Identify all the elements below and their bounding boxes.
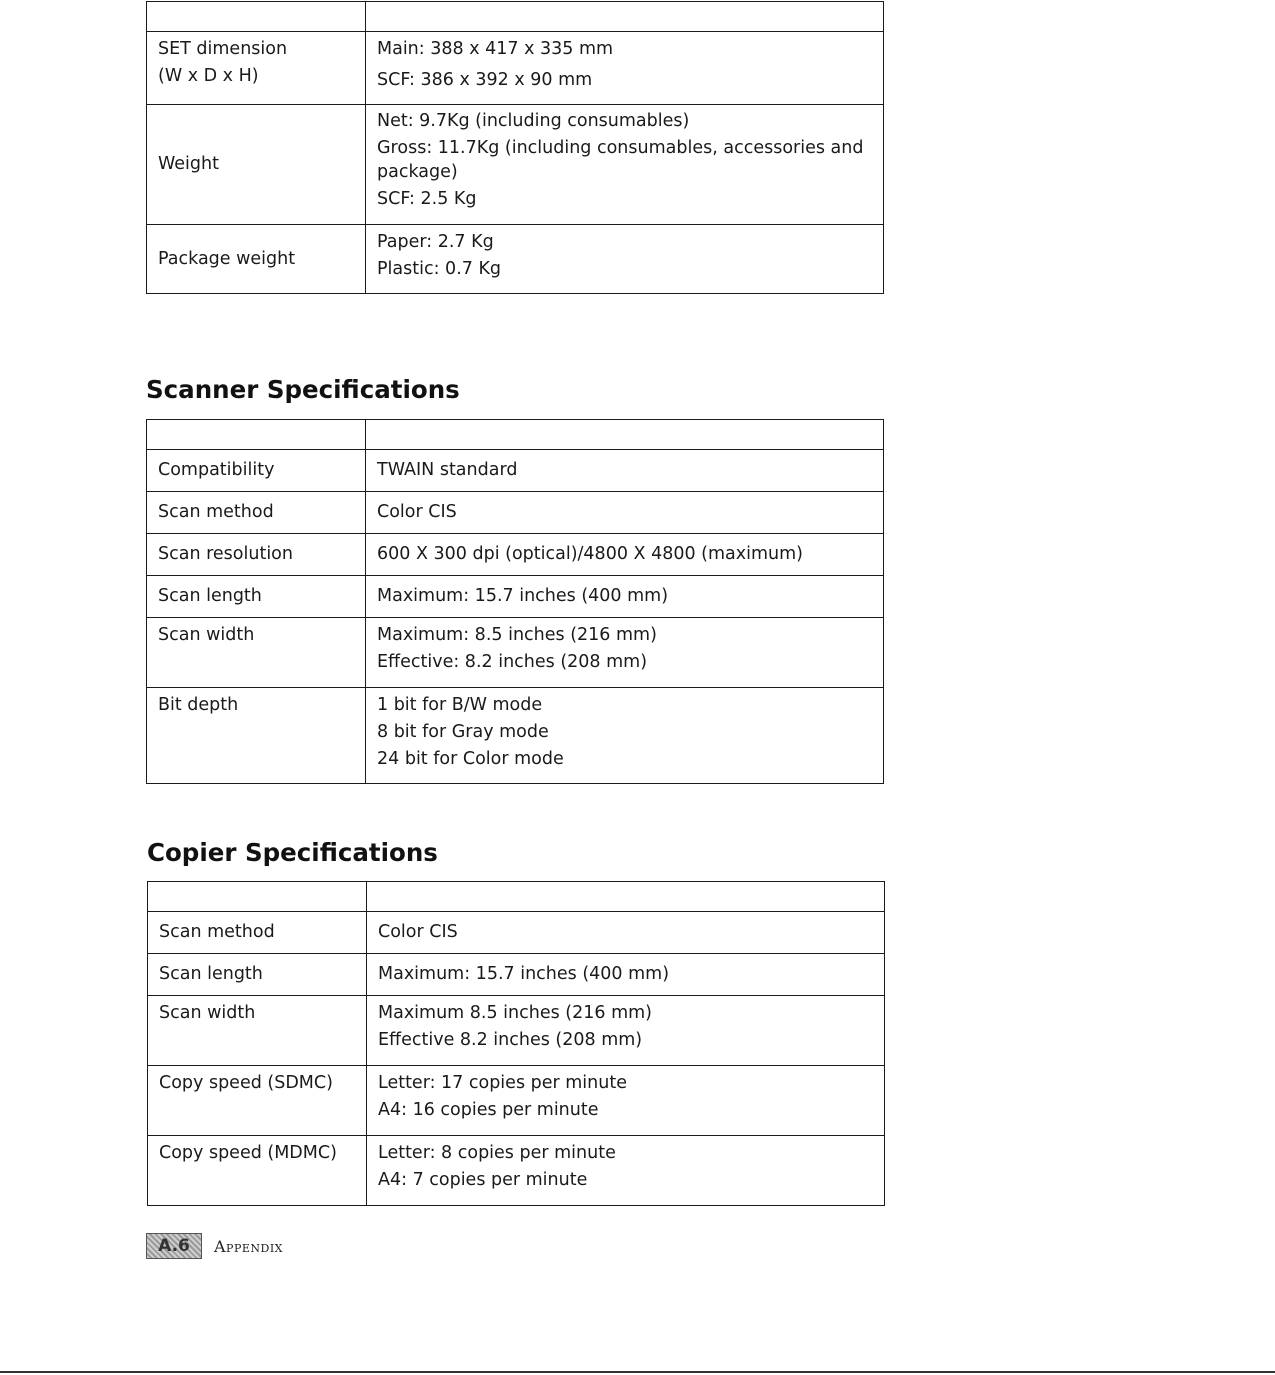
- item-text: Package weight: [158, 248, 296, 269]
- item-cell: [147, 32, 366, 105]
- description-cell: TWAIN standard: [366, 450, 884, 492]
- description-cell: [366, 688, 884, 784]
- item-cell: [147, 105, 366, 225]
- item-text: Scan width: [158, 625, 255, 645]
- header-description-cell: [366, 420, 884, 450]
- description-cell: Maximum: 15.7 inches (400 mm): [367, 954, 885, 996]
- description-text: Maximum 8.5 inches (216 mm): [378, 1003, 653, 1023]
- page-footer: [146, 1233, 283, 1259]
- item-text: Weight: [158, 154, 219, 174]
- item-text: (W x D x H): [158, 66, 259, 86]
- description-cell: [366, 105, 884, 225]
- table-header-row: [148, 882, 885, 912]
- item-text: Scan width: [159, 1003, 256, 1023]
- general-spec-table: [146, 1, 884, 294]
- copier-spec-table: [147, 881, 885, 1206]
- header-item-cell: [148, 882, 367, 912]
- description-text: Plastic: 0.7 Kg: [377, 259, 502, 279]
- table-row: [147, 618, 884, 688]
- description-text: Main: 388 x 417 x 335 mm: [377, 39, 614, 59]
- table-row: [148, 996, 885, 1066]
- description-text: Effective 8.2 inches (208 mm): [378, 1030, 643, 1050]
- description-text: A4: 16 copies per minute: [378, 1100, 599, 1120]
- header-item-cell: [147, 420, 366, 450]
- description-text: Paper: 2.7 Kg: [377, 232, 494, 252]
- item-cell: Compatibility: [147, 450, 366, 492]
- description-text: Maximum: 8.5 inches (216 mm): [377, 625, 657, 645]
- item-text: Bit depth: [158, 695, 239, 715]
- description-cell: Color CIS: [366, 492, 884, 534]
- item-cell: [148, 1066, 367, 1136]
- table-row: [147, 32, 884, 105]
- description-text: Gross: 11.7Kg (including consumables, accessories and package): [377, 138, 864, 182]
- table-row: [148, 1136, 885, 1206]
- item-cell: [147, 225, 366, 294]
- description-text: 8 bit for Gray mode: [377, 722, 549, 742]
- table-row: [147, 450, 884, 492]
- item-cell: Scan length: [148, 954, 367, 996]
- header-description-cell: [366, 2, 884, 32]
- footer-section-label: Appendix: [214, 1236, 284, 1256]
- description-cell: 600 X 300 dpi (optical)/4800 X 4800 (maximum): [366, 534, 884, 576]
- copier-section-title: Copier Specifications: [147, 838, 438, 867]
- item-cell: Scan method: [148, 912, 367, 954]
- description-text: Effective: 8.2 inches (208 mm): [377, 652, 648, 672]
- description-cell: [367, 996, 885, 1066]
- description-text: Letter: 17 copies per minute: [378, 1073, 627, 1093]
- description-text: A4: 7 copies per minute: [378, 1170, 588, 1190]
- bottom-divider: [0, 1371, 1275, 1373]
- item-cell: Scan method: [147, 492, 366, 534]
- item-text: Copy speed (MDMC): [159, 1143, 337, 1163]
- description-text: SCF: 386 x 392 x 90 mm: [377, 70, 593, 90]
- description-text: 24 bit for Color mode: [377, 749, 564, 769]
- description-text: SCF: 2.5 Kg: [377, 189, 477, 209]
- table-row: [147, 576, 884, 618]
- table-row: [148, 954, 885, 996]
- description-text: Net: 9.7Kg (including consumables): [377, 111, 690, 131]
- description-cell: Maximum: 15.7 inches (400 mm): [366, 576, 884, 618]
- description-text: Letter: 8 copies per minute: [378, 1143, 616, 1163]
- item-cell: [148, 996, 367, 1066]
- table-header-row: [147, 420, 884, 450]
- header-item-cell: [147, 2, 366, 32]
- table-row: [147, 534, 884, 576]
- item-cell: Scan length: [147, 576, 366, 618]
- table-row: [147, 492, 884, 534]
- header-description-cell: [367, 882, 885, 912]
- item-cell: [148, 1136, 367, 1206]
- description-cell: [366, 225, 884, 294]
- table-row: [148, 912, 885, 954]
- description-cell: [366, 618, 884, 688]
- table-row: [147, 105, 884, 225]
- scanner-spec-table: [146, 419, 884, 784]
- table-row: [147, 688, 884, 784]
- table-row: [147, 225, 884, 294]
- description-cell: [367, 1136, 885, 1206]
- item-cell: [147, 618, 366, 688]
- table-header-row: [147, 2, 884, 32]
- scanner-section-title: Scanner Specifications: [146, 375, 460, 404]
- description-cell: Color CIS: [367, 912, 885, 954]
- item-cell: [147, 688, 366, 784]
- description-cell: [366, 32, 884, 105]
- description-text: 1 bit for B/W mode: [377, 695, 543, 715]
- item-text: Copy speed (SDMC): [159, 1073, 333, 1093]
- item-cell: Scan resolution: [147, 534, 366, 576]
- table-row: [148, 1066, 885, 1136]
- item-text: SET dimension: [158, 39, 288, 59]
- description-cell: [367, 1066, 885, 1136]
- page-number-badge: A.6: [146, 1233, 202, 1259]
